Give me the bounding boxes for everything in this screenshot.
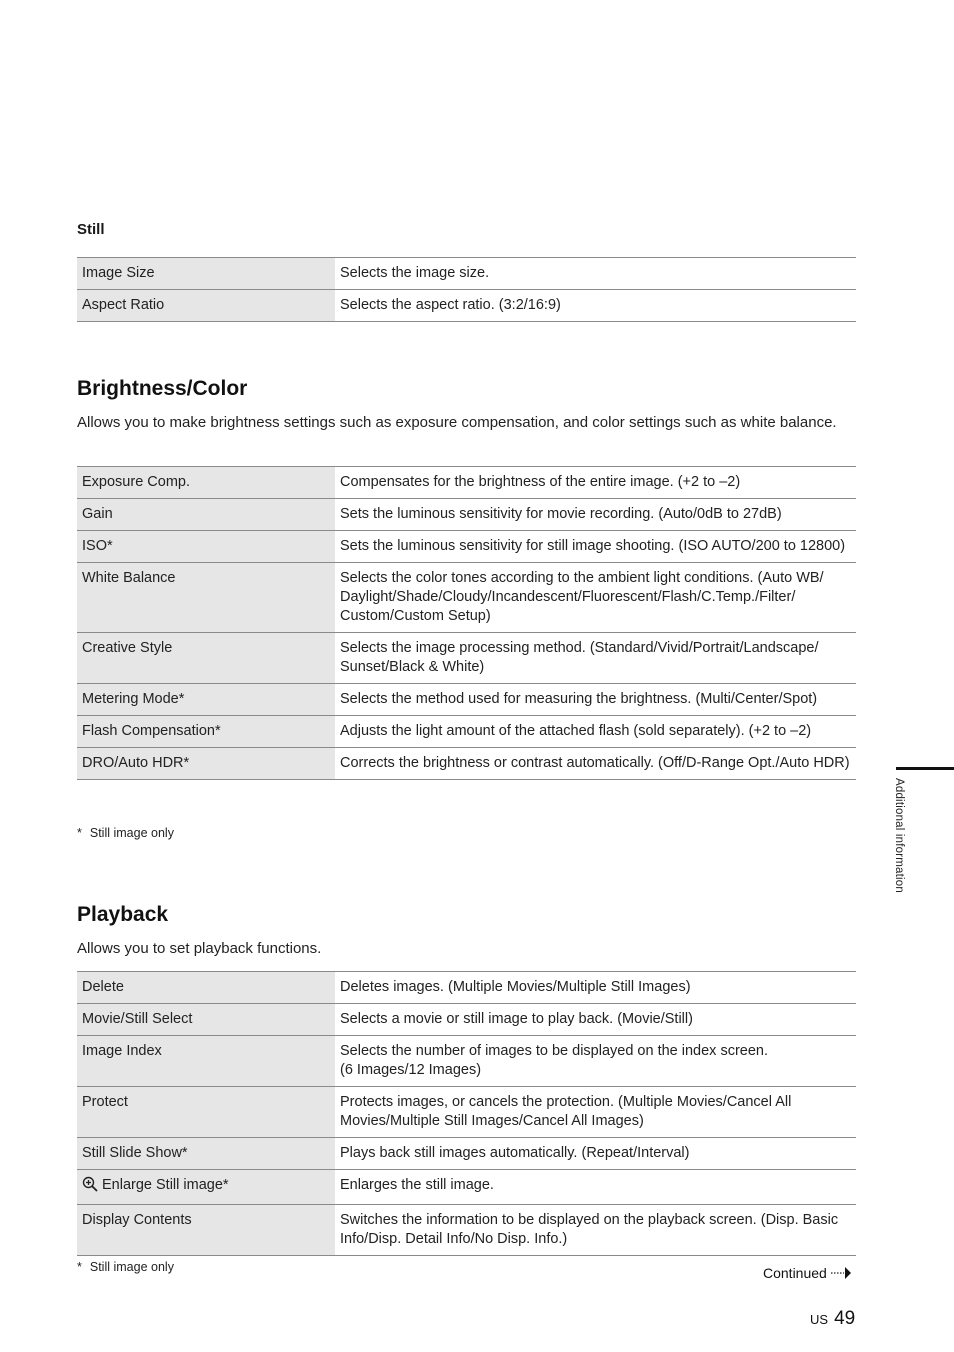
continued-label: Continued	[763, 1265, 827, 1281]
setting-name: Still Slide Show*	[77, 1138, 335, 1170]
setting-description	[335, 1036, 856, 1087]
table-row	[77, 716, 856, 748]
setting-description: Selects the image processing method. (Standard/Vivid/Portrait/Landscape/ Sunset/Black & White)	[335, 633, 856, 684]
playback-table	[77, 971, 856, 1256]
side-tab-label: Additional information	[893, 778, 905, 893]
continued-indicator	[763, 1265, 852, 1283]
table-row	[77, 290, 856, 322]
setting-description: Corrects the brightness or contrast automatically. (Off/D-Range Opt./Auto HDR)	[335, 748, 856, 780]
setting-name-text: Enlarge Still image*	[102, 1177, 229, 1193]
setting-description: Plays back still images automatically. (Repeat/Interval)	[335, 1138, 856, 1170]
page-number-value: 49	[834, 1308, 856, 1329]
setting-description: Selects the image size.	[335, 258, 856, 290]
magnify-plus-icon	[82, 1176, 98, 1198]
footnote-asterisk: *	[77, 1260, 82, 1274]
setting-description: Selects the aspect ratio. (3:2/16:9)	[335, 290, 856, 322]
playback-heading: Playback	[77, 903, 169, 926]
setting-name: Display Contents	[77, 1205, 335, 1256]
page-region: US	[810, 1312, 829, 1327]
setting-name: Delete	[77, 972, 335, 1004]
brightness-color-table	[77, 466, 856, 780]
setting-name: White Balance	[77, 563, 335, 633]
table-row	[77, 467, 856, 499]
table-row	[77, 633, 856, 684]
setting-name: Flash Compensation*	[77, 716, 335, 748]
setting-name: Exposure Comp.	[77, 467, 335, 499]
setting-name: Creative Style	[77, 633, 335, 684]
table-row	[77, 1170, 856, 1205]
setting-name: Gain	[77, 499, 335, 531]
side-tab-bar	[896, 767, 954, 770]
setting-description: Selects the color tones according to the ambient light conditions. (Auto WB/ Daylight/Shade/Cloudy/Incandescent/Fluorescent/Flash/C.Temp./Filter/ Custom/Custom Setup)	[335, 563, 856, 633]
table-row	[77, 1087, 856, 1138]
setting-description: Selects a movie or still image to play back. (Movie/Still)	[335, 1004, 856, 1036]
footnote-asterisk: *	[77, 826, 82, 840]
setting-description: Adjusts the light amount of the attached flash (sold separately). (+2 to –2)	[335, 716, 856, 748]
table-row	[77, 684, 856, 716]
setting-description: Deletes images. (Multiple Movies/Multiple Still Images)	[335, 972, 856, 1004]
setting-name: DRO/Auto HDR*	[77, 748, 335, 780]
setting-name: Metering Mode*	[77, 684, 335, 716]
setting-description: Selects the method used for measuring the brightness. (Multi/Center/Spot)	[335, 684, 856, 716]
continued-arrow-icon	[830, 1266, 852, 1283]
description-line: Selects the number of images to be displayed on the index screen.	[340, 1043, 769, 1059]
still-subheading: Still	[77, 221, 105, 238]
table-row	[77, 1036, 856, 1087]
setting-description: Compensates for the brightness of the entire image. (+2 to –2)	[335, 467, 856, 499]
table-row	[77, 972, 856, 1004]
table-row	[77, 1004, 856, 1036]
setting-description: Enlarges the still image.	[335, 1170, 856, 1205]
page-number	[810, 1308, 855, 1330]
table-row	[77, 531, 856, 563]
setting-description: Protects images, or cancels the protection. (Multiple Movies/Cancel All Movies/Multiple Still Images/Cancel All Images)	[335, 1087, 856, 1138]
setting-name: Aspect Ratio	[77, 290, 335, 322]
brightness-footnote	[77, 826, 174, 840]
footnote-text: Still image only	[89, 1260, 174, 1274]
playback-intro: Allows you to set playback functions.	[77, 940, 322, 957]
setting-name: Image Size	[77, 258, 335, 290]
table-row	[77, 1138, 856, 1170]
description-line: (6 Images/12 Images)	[340, 1062, 482, 1078]
setting-name: Protect	[77, 1087, 335, 1138]
playback-footnote	[77, 1260, 174, 1274]
setting-name	[77, 1170, 335, 1205]
table-row	[77, 748, 856, 780]
brightness-color-heading: Brightness/Color	[77, 377, 248, 400]
still-table	[77, 257, 856, 322]
table-row	[77, 499, 856, 531]
table-row	[77, 1205, 856, 1256]
setting-description: Sets the luminous sensitivity for movie recording. (Auto/0dB to 27dB)	[335, 499, 856, 531]
setting-name: Image Index	[77, 1036, 335, 1087]
table-row	[77, 258, 856, 290]
setting-name: Movie/Still Select	[77, 1004, 335, 1036]
setting-description: Switches the information to be displayed on the playback screen. (Disp. Basic Info/Disp. Detail Info/No Disp. Info.)	[335, 1205, 856, 1256]
table-row	[77, 563, 856, 633]
setting-name: ISO*	[77, 531, 335, 563]
footnote-text: Still image only	[89, 826, 174, 840]
brightness-color-intro: Allows you to make brightness settings such as exposure compensation, and color settings such as white balance.	[77, 414, 837, 431]
setting-description: Sets the luminous sensitivity for still image shooting. (ISO AUTO/200 to 12800)	[335, 531, 856, 563]
